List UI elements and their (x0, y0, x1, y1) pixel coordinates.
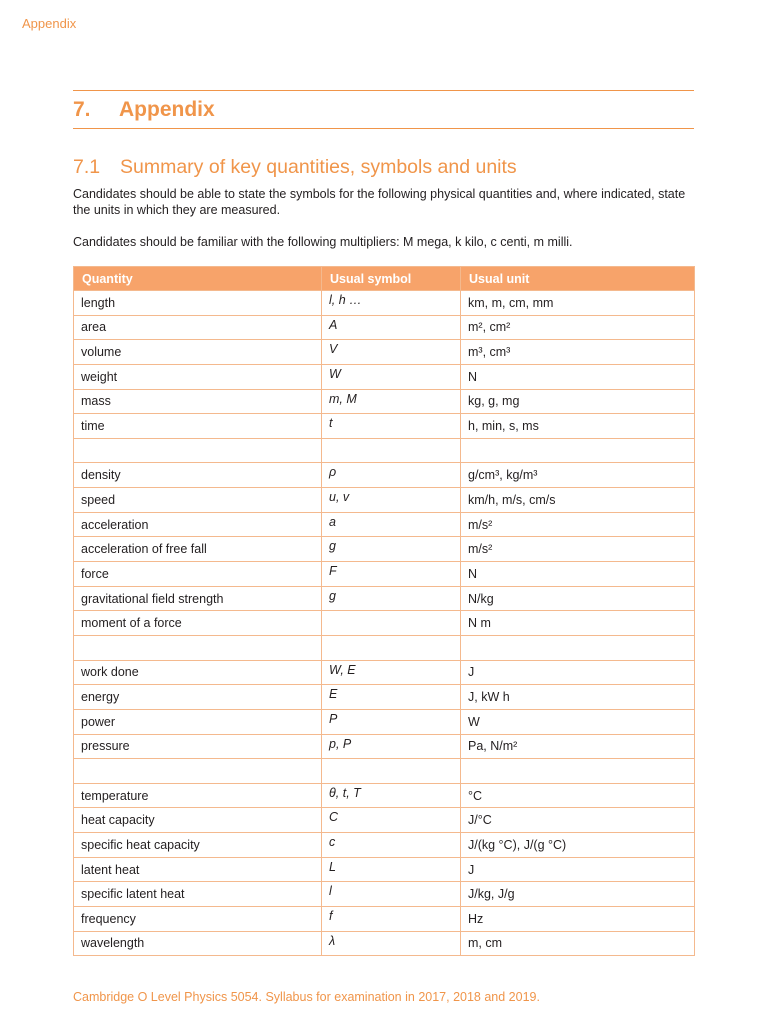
quantity-cell: energy (74, 685, 322, 710)
unit-cell: m, cm (461, 931, 695, 956)
page-footer: Cambridge O Level Physics 5054. Syllabus for examination in 2017, 2018 and 2019. (73, 990, 540, 1004)
symbol-cell: W (322, 364, 461, 389)
symbol-cell: m, M (322, 389, 461, 414)
unit-cell: N m (461, 611, 695, 636)
table-row (74, 709, 695, 734)
table-row (74, 315, 695, 340)
quantity-cell: temperature (74, 783, 322, 808)
symbol-cell: W, E (322, 660, 461, 685)
table-row (74, 907, 695, 932)
header-usual-unit: Usual unit (461, 267, 695, 291)
symbol-cell (322, 759, 461, 784)
quantity-cell: wavelength (74, 931, 322, 956)
table-row (74, 438, 695, 463)
symbol-cell: a (322, 512, 461, 537)
quantity-cell: specific heat capacity (74, 833, 322, 858)
table-row (74, 586, 695, 611)
table-row (74, 882, 695, 907)
chapter-heading (73, 98, 215, 122)
quantity-cell: acceleration of free fall (74, 537, 322, 562)
unit-cell: m³, cm³ (461, 340, 695, 365)
unit-cell: J (461, 857, 695, 882)
symbol-cell (322, 635, 461, 660)
symbol-cell (322, 438, 461, 463)
symbol-cell: g (322, 586, 461, 611)
quantity-cell: power (74, 709, 322, 734)
table-row (74, 463, 695, 488)
intro-paragraph-symbols: Candidates should be able to state the symbols for the following physical quantities and, where indicated, state the units in which they are measured. (73, 187, 686, 217)
table-row (74, 734, 695, 759)
table-row (74, 808, 695, 833)
table-row (74, 340, 695, 365)
symbol-cell: F (322, 562, 461, 587)
table-row (74, 635, 695, 660)
symbol-cell: λ (322, 931, 461, 956)
symbol-cell (322, 611, 461, 636)
symbol-cell: V (322, 340, 461, 365)
symbol-cell: t (322, 414, 461, 439)
unit-cell: kg, g, mg (461, 389, 695, 414)
unit-cell: °C (461, 783, 695, 808)
symbol-cell: u, v (322, 488, 461, 513)
chapter-rule-bottom (73, 128, 694, 129)
symbol-cell: L (322, 857, 461, 882)
quantity-cell: heat capacity (74, 808, 322, 833)
quantity-cell: time (74, 414, 322, 439)
table-row (74, 759, 695, 784)
symbol-cell: p, P (322, 734, 461, 759)
quantity-cell: specific latent heat (74, 882, 322, 907)
running-head: Appendix (22, 16, 77, 31)
quantities-table (73, 266, 695, 956)
header-quantity: Quantity (74, 267, 322, 291)
unit-cell (461, 438, 695, 463)
table-body (74, 291, 695, 956)
chapter-rule-top (73, 90, 694, 91)
unit-cell: g/cm³, kg/m³ (461, 463, 695, 488)
table-row (74, 833, 695, 858)
quantity-cell (74, 635, 322, 660)
quantity-cell: frequency (74, 907, 322, 932)
quantity-cell: moment of a force (74, 611, 322, 636)
unit-cell: N (461, 562, 695, 587)
quantity-cell: area (74, 315, 322, 340)
table-row (74, 512, 695, 537)
table-row (74, 414, 695, 439)
symbol-cell: f (322, 907, 461, 932)
quantity-cell: weight (74, 364, 322, 389)
unit-cell: J (461, 660, 695, 685)
symbol-cell: ρ (322, 463, 461, 488)
symbol-cell: g (322, 537, 461, 562)
symbol-cell: l (322, 882, 461, 907)
quantity-cell: volume (74, 340, 322, 365)
unit-cell (461, 759, 695, 784)
unit-cell: N/kg (461, 586, 695, 611)
unit-cell: Hz (461, 907, 695, 932)
unit-cell: W (461, 709, 695, 734)
unit-cell: m/s² (461, 512, 695, 537)
symbol-cell: θ, t, T (322, 783, 461, 808)
table-row (74, 783, 695, 808)
table-row (74, 685, 695, 710)
quantity-cell (74, 759, 322, 784)
unit-cell: m/s² (461, 537, 695, 562)
quantity-cell: speed (74, 488, 322, 513)
symbol-cell: c (322, 833, 461, 858)
section-title: Summary of key quantities, symbols and units (120, 156, 517, 178)
quantity-cell: pressure (74, 734, 322, 759)
table-header-row (74, 267, 695, 291)
unit-cell: N (461, 364, 695, 389)
quantity-cell (74, 438, 322, 463)
unit-cell (461, 635, 695, 660)
table-row (74, 562, 695, 587)
table-row (74, 537, 695, 562)
unit-cell: h, min, s, ms (461, 414, 695, 439)
quantity-cell: acceleration (74, 512, 322, 537)
table-row (74, 660, 695, 685)
table-row (74, 611, 695, 636)
chapter-title: Appendix (119, 98, 215, 121)
unit-cell: km/h, m/s, cm/s (461, 488, 695, 513)
unit-cell: J/°C (461, 808, 695, 833)
table-row (74, 291, 695, 316)
unit-cell: km, m, cm, mm (461, 291, 695, 316)
quantity-cell: force (74, 562, 322, 587)
table-row (74, 364, 695, 389)
table-row (74, 931, 695, 956)
quantity-cell: gravitational field strength (74, 586, 322, 611)
symbol-cell: l, h … (322, 291, 461, 316)
unit-cell: J/(kg °C), J/(g °C) (461, 833, 695, 858)
table-row (74, 488, 695, 513)
symbol-cell: C (322, 808, 461, 833)
table-row (74, 389, 695, 414)
section-heading (73, 156, 517, 179)
intro-paragraph-multipliers: Candidates should be familiar with the following multipliers: M mega, k kilo, c centi, m milli. (73, 235, 573, 249)
header-usual-symbol: Usual symbol (322, 267, 461, 291)
unit-cell: Pa, N/m² (461, 734, 695, 759)
quantity-cell: latent heat (74, 857, 322, 882)
quantity-cell: mass (74, 389, 322, 414)
symbol-cell: P (322, 709, 461, 734)
unit-cell: m², cm² (461, 315, 695, 340)
quantity-cell: work done (74, 660, 322, 685)
symbol-cell: A (322, 315, 461, 340)
unit-cell: J/kg, J/g (461, 882, 695, 907)
chapter-number: 7. (73, 98, 91, 121)
section-number: 7.1 (73, 156, 101, 178)
symbol-cell: E (322, 685, 461, 710)
quantity-cell: density (74, 463, 322, 488)
unit-cell: J, kW h (461, 685, 695, 710)
quantity-cell: length (74, 291, 322, 316)
table-row (74, 857, 695, 882)
